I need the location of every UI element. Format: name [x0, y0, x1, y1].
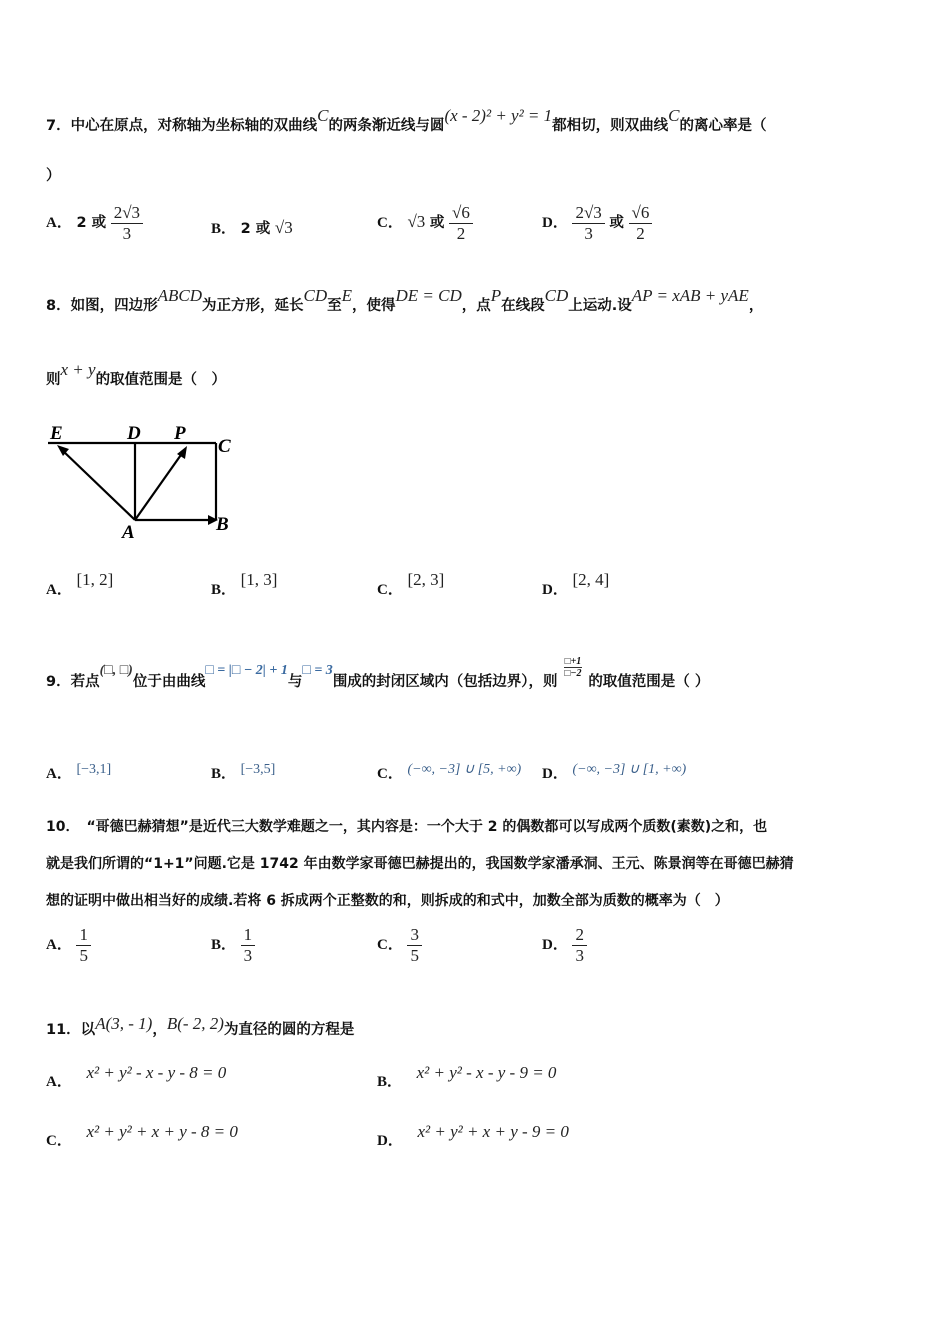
q9-option-d[interactable]: D． (−∞, −3] ∪ [1, +∞) — [542, 762, 687, 782]
curve-equation: □ = |□ − 2| + 1 — [205, 663, 288, 678]
q10-option-d[interactable]: D． $\frac{2}{3}$ — [542, 925, 587, 965]
label-p: P — [174, 423, 186, 444]
q11-option-a[interactable]: A． x² + y² - x - y - 8 = 0 — [46, 1063, 227, 1090]
q7-option-b[interactable]: B． 2 或 √3 — [211, 218, 293, 237]
vector-ae — [62, 450, 135, 520]
q10-option-b[interactable]: B． $\frac{1}{3}$ — [211, 925, 255, 965]
q9-option-a[interactable]: A． [−3,1] — [46, 762, 112, 782]
q10-option-c[interactable]: C． $\frac{3}{5}$ — [377, 925, 422, 965]
label-d: D — [127, 423, 141, 444]
label-e: E — [50, 423, 63, 444]
vector-ap — [135, 452, 183, 520]
label-b: B — [216, 514, 229, 535]
q9-option-b[interactable]: B． [−3,5] — [211, 762, 276, 782]
q11-option-b[interactable]: B． x² + y² - x - y - 9 = 0 — [377, 1063, 557, 1090]
q11-option-c[interactable]: C． x² + y² + x + y - 8 = 0 — [46, 1122, 238, 1149]
q7-close-paren: ） — [46, 168, 61, 184]
q9-option-c[interactable]: C． (−∞, −3] ∪ [5, +∞) — [377, 762, 522, 782]
q7-option-a[interactable]: A． 2 或 $\frac{2√3}{3}$ — [46, 203, 143, 243]
q8-stem-2: 则x + y的取值范围是（ ） — [46, 360, 227, 388]
label-c: C — [218, 436, 231, 457]
q11-option-d[interactable]: D． x² + y² + x + y - 9 = 0 — [377, 1122, 569, 1149]
q9-stem: 9．若点(□, □)位于由曲线□ = |□ − 2| + 1与□ = 3围成的封闭区域内（包括边界），则 $\frac{□+1}{□-2}$ 的取值范围是（ ） — [46, 656, 710, 690]
q7-option-c[interactable]: C． √3 或 $\frac{√6}{2}$ — [377, 203, 473, 243]
q11-stem: 11．以A(3, - 1)，B(- 2, 2)为直径的圆的方程是 — [46, 1014, 355, 1038]
q8-stem: 8．如图，四边形ABCD为正方形，延长CD至E，使得DE = CD，点P在线段CD上运动.设AP = xAB + yAE， — [46, 286, 764, 314]
q9-fraction: $\frac{□+1}{□-2}$ — [564, 656, 582, 679]
q8-option-a[interactable]: A． [1, 2] — [46, 570, 114, 598]
label-a: A — [122, 522, 135, 543]
vector-equation: AP = xAB + yAE — [631, 286, 749, 305]
q10-option-a[interactable]: A． $\frac{1}{5}$ — [46, 925, 91, 965]
q7-stem: 7．中心在原点，对称轴为坐标轴的双曲线C的两条渐近线与圆(x - 2)² + y² = 1都相切，则双曲线C的离心率是（ — [46, 106, 767, 134]
q10-stem-line3: 想的证明中做出相当好的成绩.若将 6 拆成两个正整数的和，则拆成的和式中，加数全部为质数的概率为（ ） — [46, 893, 729, 909]
q7-option-d[interactable]: D． $\frac{2√3}{3}$ 或 $\frac{√6}{2}$ — [542, 203, 652, 243]
q8-option-b[interactable]: B． [1, 3] — [211, 570, 278, 598]
q8-option-d[interactable]: D． [2, 4] — [542, 570, 610, 598]
q10-stem-line1: 10． “哥德巴赫猜想”是近代三大数学难题之一，其内容是：一个大于 2 的偶数都可以写成两个质数(素数)之和，也 — [46, 819, 768, 835]
q8-option-c[interactable]: C． [2, 3] — [377, 570, 445, 598]
q10-stem-line2: 就是我们所谓的“1+1”问题.它是 1742 年由数学家哥德巴赫提出的，我国数学家潘承洞、王元、陈景润等在哥德巴赫猜 — [46, 856, 794, 872]
circle-equation: (x - 2)² + y² = 1 — [444, 106, 553, 125]
q8-figure — [40, 418, 250, 546]
